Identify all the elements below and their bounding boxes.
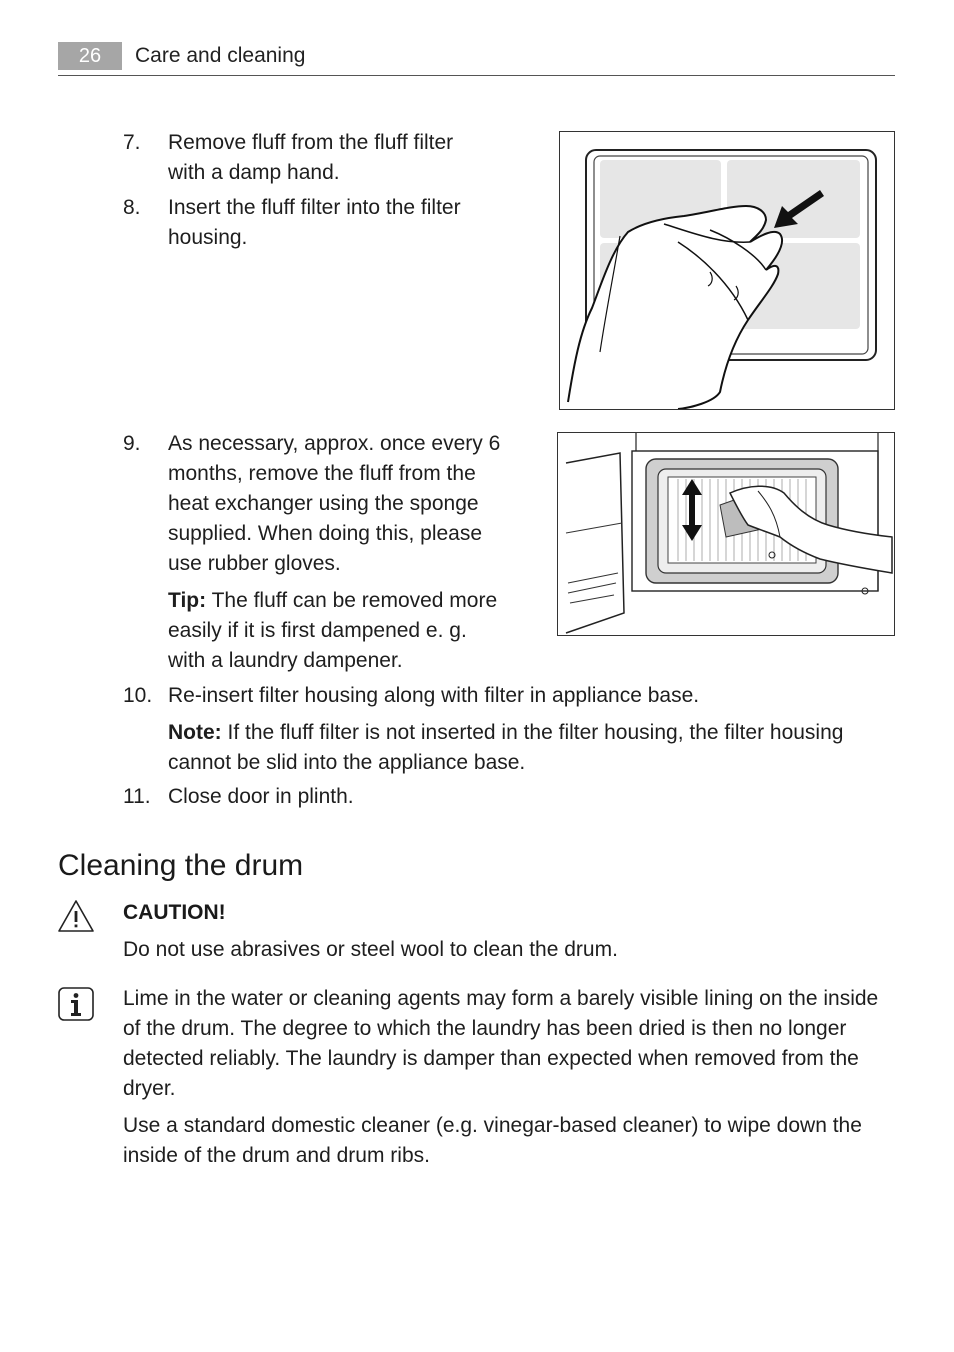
note-text: If the fluff filter is not inserted in the filter housing, the filter housing xyxy=(221,721,844,744)
tip-label: Tip: xyxy=(168,589,207,612)
page-header xyxy=(58,40,895,74)
step-8 xyxy=(123,193,543,253)
step-number: 7. xyxy=(123,131,141,154)
info-text-line: dryer. xyxy=(123,1077,176,1100)
step-text-line: supplied. When doing this, please xyxy=(168,522,483,545)
step-text-line: Re-insert filter housing along with filter in appliance base. xyxy=(168,684,700,707)
step-7 xyxy=(123,128,543,188)
heat-exchanger-illustration xyxy=(557,432,895,636)
section-title: Care and cleaning xyxy=(135,44,306,67)
step-9-tip xyxy=(168,586,528,676)
step-number: 11. xyxy=(123,785,151,808)
info-paragraph xyxy=(123,984,903,1104)
caution-text: Do not use abrasives or steel wool to clean the drum. xyxy=(123,938,618,961)
tip-text-line: easily if it is first dampened e. g. xyxy=(168,619,467,642)
section-heading: Cleaning the drum xyxy=(58,849,304,882)
info-text-line: Lime in the water or cleaning agents may form a barely visible lining on the inside xyxy=(123,987,879,1010)
note-label: Note: xyxy=(168,721,222,744)
step-text-line: housing. xyxy=(168,226,248,249)
note-text-line: cannot be slid into the appliance base. xyxy=(168,751,526,774)
warning-triangle-icon xyxy=(57,898,95,939)
caution-title: CAUTION! xyxy=(123,901,226,924)
step-9 xyxy=(123,429,523,579)
step-text-line: heat exchanger using the sponge xyxy=(168,492,479,515)
header-divider xyxy=(58,75,895,76)
page-number: 26 xyxy=(58,42,122,70)
step-text-line: use rubber gloves. xyxy=(168,552,341,575)
step-text-line: As necessary, approx. once every 6 xyxy=(168,432,501,455)
step-11 xyxy=(123,782,723,812)
info-text-line: of the drum. The degree to which the laundry has been dried is then no longer xyxy=(123,1017,847,1040)
step-text-line: with a damp hand. xyxy=(168,161,340,184)
step-10-note xyxy=(168,718,908,778)
info-text-line: detected reliably. The laundry is damper than expected when removed from the xyxy=(123,1047,859,1070)
step-number: 8. xyxy=(123,196,141,219)
cleaner-paragraph xyxy=(123,1111,903,1171)
step-number: 10. xyxy=(123,684,153,707)
cleaner-text-line: Use a standard domestic cleaner (e.g. vinegar-based cleaner) to wipe down the xyxy=(123,1114,862,1137)
step-text-line: Remove fluff from the fluff filter xyxy=(168,131,454,154)
tip-text: The fluff can be removed more xyxy=(206,589,498,612)
info-icon xyxy=(57,986,95,1027)
step-10 xyxy=(123,681,903,711)
step-text-line: Close door in plinth. xyxy=(168,785,354,808)
step-text-line: Insert the fluff filter into the filter xyxy=(168,196,461,219)
tip-text-line: with a laundry dampener. xyxy=(168,649,403,672)
step-text-line: months, remove the fluff from the xyxy=(168,462,476,485)
cleaner-text-line: inside of the drum and drum ribs. xyxy=(123,1144,430,1167)
filter-cleaning-illustration xyxy=(559,131,895,410)
step-number: 9. xyxy=(123,432,141,455)
